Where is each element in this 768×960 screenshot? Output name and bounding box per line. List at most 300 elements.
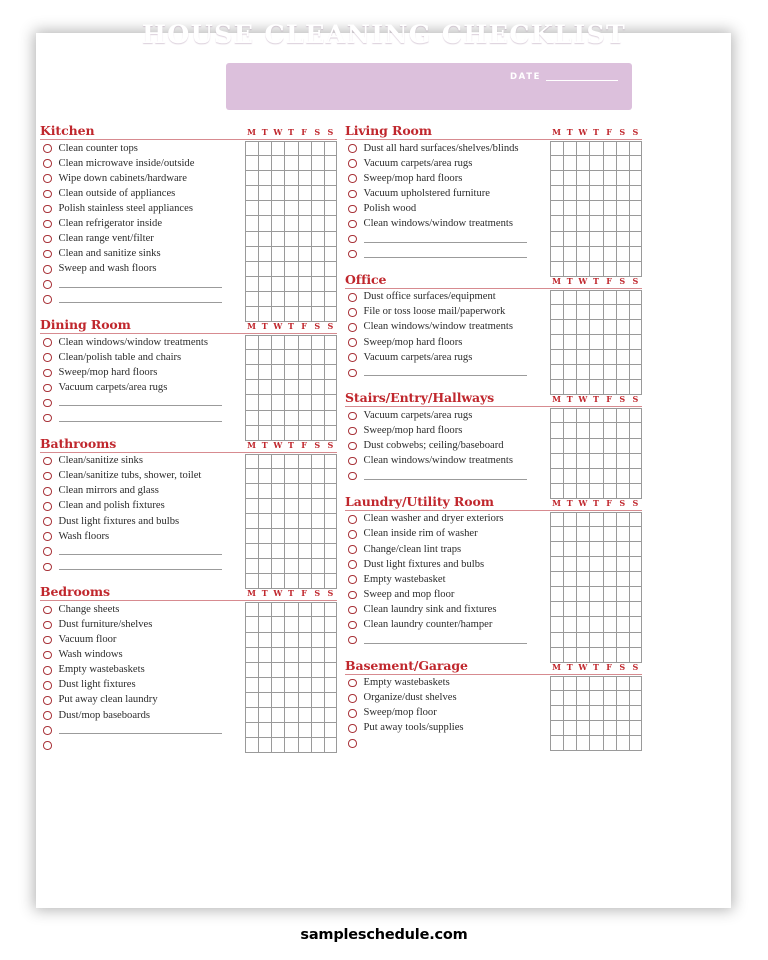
write-in-line[interactable]: [59, 569, 222, 570]
checkbox-circle-icon[interactable]: [43, 144, 52, 153]
section-living-room: [345, 124, 642, 262]
list-item[interactable]: [345, 305, 642, 320]
section-title: Stairs/Entry/Hallways: [345, 390, 495, 406]
list-item[interactable]: [40, 693, 337, 708]
day-label: W: [273, 321, 283, 332]
write-in-line[interactable]: [59, 421, 222, 422]
list-item[interactable]: [40, 350, 337, 365]
day-label: W: [578, 275, 588, 286]
list-item-label: Organize/dust shelves: [363, 692, 457, 704]
list-item-label: Sweep/mop hard floors: [363, 336, 463, 348]
day-label: W: [578, 497, 588, 508]
checkbox-circle-icon[interactable]: [348, 308, 357, 317]
list-item[interactable]: [345, 691, 642, 706]
section-title: Laundry/Utility Room: [345, 493, 494, 509]
list-item[interactable]: [345, 572, 642, 587]
day-label: T: [261, 439, 268, 450]
checkbox-circle-icon[interactable]: [43, 563, 52, 572]
checkbox-circle-icon[interactable]: [348, 606, 357, 615]
list-item-blank[interactable]: [345, 633, 642, 648]
day-label: S: [327, 127, 334, 137]
section-office: [345, 273, 642, 381]
checkbox-circle-icon[interactable]: [348, 159, 357, 168]
day-header: [550, 127, 642, 138]
list-item[interactable]: [345, 186, 642, 201]
list-item[interactable]: [345, 141, 642, 156]
day-label: F: [606, 275, 612, 286]
day-label: F: [301, 439, 307, 450]
checkbox-circle-icon[interactable]: [348, 323, 357, 332]
list-item[interactable]: [345, 587, 642, 602]
list-item[interactable]: [345, 320, 642, 335]
day-header: [245, 588, 337, 599]
list-item[interactable]: [40, 247, 337, 262]
list-item[interactable]: [345, 617, 642, 632]
list-item[interactable]: [345, 706, 642, 721]
list-item[interactable]: [40, 602, 337, 617]
checkbox-circle-icon[interactable]: [348, 457, 357, 466]
write-in-line[interactable]: [364, 479, 527, 480]
checkbox-circle-icon[interactable]: [348, 679, 357, 688]
section-header: [345, 124, 642, 140]
list-item-label: Clean/polish table and chairs: [58, 351, 182, 363]
section-title: Basement/Garage: [345, 657, 468, 673]
list-item-blank[interactable]: [345, 736, 642, 751]
list-item-label: Sweep/mop floor: [363, 707, 437, 719]
list-item[interactable]: [345, 439, 642, 454]
day-label: S: [619, 394, 626, 405]
section-bedrooms: [40, 585, 337, 753]
checkbox-circle-icon[interactable]: [348, 369, 357, 378]
section-laundry-utility-room: [345, 495, 642, 648]
section-items: [40, 335, 337, 426]
list-item[interactable]: [345, 408, 642, 423]
list-item-label: Wash windows: [58, 649, 123, 661]
day-label: T: [261, 588, 268, 599]
checkbox-circle-icon[interactable]: [348, 636, 357, 645]
list-item[interactable]: [345, 557, 642, 572]
day-label: W: [273, 439, 283, 450]
list-item[interactable]: [40, 648, 337, 663]
list-item-label: Sweep/mop hard floors: [58, 366, 158, 378]
list-item-label: Vacuum carpets/area rugs: [363, 409, 473, 421]
day-label: S: [632, 275, 639, 286]
checkbox-circle-icon[interactable]: [348, 621, 357, 630]
day-label: S: [632, 661, 639, 672]
list-item[interactable]: [40, 633, 337, 648]
day-header: [550, 498, 642, 509]
list-item[interactable]: [40, 380, 337, 395]
section-header: [40, 585, 337, 601]
list-item-label: Dust light fixtures and bulbs: [363, 558, 485, 570]
checkbox-circle-icon[interactable]: [348, 293, 357, 302]
list-item-label: Vacuum upholstered furniture: [363, 187, 490, 199]
section-header: [40, 437, 337, 453]
day-label: S: [619, 497, 626, 508]
day-label: T: [287, 321, 294, 332]
list-item[interactable]: [40, 216, 337, 231]
checkbox-circle-icon[interactable]: [348, 427, 357, 436]
list-item-label: Sweep/mop hard floors: [363, 424, 463, 436]
list-item-blank[interactable]: [40, 395, 337, 410]
list-item-label: Dust cobwebs; ceiling/baseboard: [363, 440, 504, 452]
checkbox-circle-icon[interactable]: [348, 144, 357, 153]
footer-site: sampleschedule.com: [300, 927, 468, 943]
checkbox-circle-icon[interactable]: [43, 190, 52, 199]
column-left: [40, 124, 337, 753]
list-item[interactable]: [345, 156, 642, 171]
section-title: Kitchen: [40, 123, 95, 138]
day-label: S: [327, 588, 334, 599]
list-item-label: Clean and sanitize sinks: [58, 248, 161, 260]
list-item[interactable]: [40, 335, 337, 350]
checkbox-circle-icon[interactable]: [43, 280, 52, 289]
day-label: M: [552, 497, 561, 508]
list-item-blank[interactable]: [40, 277, 337, 292]
list-item[interactable]: [345, 676, 642, 691]
list-item[interactable]: [40, 156, 337, 171]
checkbox-circle-icon[interactable]: [348, 575, 357, 584]
day-label: W: [578, 661, 588, 672]
day-label: M: [247, 321, 256, 332]
section-header: [345, 495, 642, 511]
write-in-line[interactable]: [364, 242, 527, 243]
checkbox-circle-icon[interactable]: [348, 560, 357, 569]
list-item[interactable]: [345, 512, 642, 527]
checkbox-circle-icon[interactable]: [348, 709, 357, 718]
day-label: T: [592, 127, 599, 137]
section-items: [345, 290, 642, 381]
checkbox-circle-icon[interactable]: [348, 591, 357, 600]
section-items: [40, 602, 337, 753]
list-item[interactable]: [40, 469, 337, 484]
checkbox-circle-icon[interactable]: [43, 651, 52, 660]
day-label: M: [247, 127, 256, 137]
list-item-label: Clean refrigerator inside: [58, 218, 163, 230]
list-item[interactable]: [40, 617, 337, 632]
date-label: DATE: [510, 72, 541, 82]
checkbox-circle-icon[interactable]: [348, 235, 357, 244]
section-items: [40, 141, 337, 307]
list-item-label: Change sheets: [58, 603, 120, 615]
list-item-label: Clean/sanitize sinks: [58, 455, 143, 467]
section-items: [345, 408, 642, 483]
checkbox-circle-icon[interactable]: [43, 666, 52, 675]
checkbox-circle-icon[interactable]: [43, 621, 52, 630]
checkbox-circle-icon[interactable]: [43, 399, 52, 408]
day-label: S: [327, 321, 334, 332]
checkbox-circle-icon[interactable]: [43, 159, 52, 168]
day-label: F: [301, 127, 307, 137]
day-label: M: [552, 127, 561, 137]
list-item[interactable]: [40, 171, 337, 186]
checkbox-circle-icon[interactable]: [348, 220, 357, 229]
checkbox-circle-icon[interactable]: [348, 515, 357, 524]
checkbox-circle-icon[interactable]: [348, 174, 357, 183]
checkbox-circle-icon[interactable]: [348, 694, 357, 703]
checkbox-circle-icon[interactable]: [43, 681, 52, 690]
section-stairs-entry-hallways: [345, 391, 642, 483]
day-label: S: [632, 127, 639, 137]
list-item-label: Dust office surfaces/equipment: [363, 291, 496, 303]
day-label: T: [566, 275, 573, 286]
list-item-label: Sweep and wash floors: [58, 263, 157, 275]
day-label: W: [578, 394, 588, 405]
day-header: [245, 127, 337, 138]
checkbox-circle-icon[interactable]: [43, 517, 52, 526]
list-item-label: Clean laundry sink and fixtures: [363, 603, 497, 615]
list-item[interactable]: [345, 335, 642, 350]
day-header: [550, 394, 642, 405]
section-header: [345, 273, 642, 289]
list-item[interactable]: [40, 232, 337, 247]
write-in-line[interactable]: [364, 257, 527, 258]
list-item[interactable]: [345, 171, 642, 186]
checkbox-circle-icon[interactable]: [43, 472, 52, 481]
day-label: T: [261, 321, 268, 332]
list-item[interactable]: [345, 350, 642, 365]
list-item-label: Clean laundry counter/hamper: [363, 618, 493, 630]
list-item-label: Vacuum floor: [58, 634, 117, 646]
checkbox-circle-icon[interactable]: [43, 353, 52, 362]
day-header: [550, 276, 642, 287]
list-item-label: Wipe down cabinets/hardware: [58, 172, 187, 184]
list-item[interactable]: [40, 514, 337, 529]
section-items: [345, 141, 642, 262]
day-label: F: [606, 127, 612, 137]
list-item-blank[interactable]: [345, 365, 642, 380]
day-label: T: [592, 275, 599, 286]
day-label: W: [578, 127, 588, 137]
checkbox-circle-icon[interactable]: [348, 353, 357, 362]
day-label: T: [287, 588, 294, 599]
day-label: S: [619, 275, 626, 286]
list-item[interactable]: [40, 484, 337, 499]
list-item[interactable]: [40, 678, 337, 693]
write-in-line[interactable]: [59, 287, 222, 288]
list-item-label: Clean windows/window treatments: [363, 218, 513, 230]
checkbox-circle-icon[interactable]: [43, 726, 52, 735]
day-label: S: [619, 127, 626, 137]
day-label: T: [287, 439, 294, 450]
checkbox-circle-icon[interactable]: [43, 295, 52, 304]
checkbox-circle-icon[interactable]: [348, 250, 357, 259]
list-item[interactable]: [40, 262, 337, 277]
day-label: M: [552, 661, 561, 672]
list-item-label: Change/clean lint traps: [363, 543, 462, 555]
page-title: HOUSE CLEANING CHECKLIST: [141, 20, 627, 50]
checkbox-circle-icon[interactable]: [348, 338, 357, 347]
day-header: [550, 662, 642, 673]
checkbox-circle-icon[interactable]: [43, 696, 52, 705]
day-label: F: [606, 394, 612, 405]
checkbox-circle-icon[interactable]: [348, 412, 357, 421]
list-item-label: Clean windows/window treatments: [58, 336, 208, 348]
day-label: M: [552, 275, 561, 286]
checkbox-circle-icon[interactable]: [348, 724, 357, 733]
list-item-label: Empty wastebaskets: [58, 664, 145, 676]
checkbox-circle-icon[interactable]: [348, 545, 357, 554]
day-label: M: [247, 588, 256, 599]
checkbox-circle-icon[interactable]: [43, 369, 52, 378]
list-item-label: Dust/mop baseboards: [58, 709, 151, 721]
checkbox-circle-icon[interactable]: [43, 414, 52, 423]
list-item-blank[interactable]: [40, 411, 337, 426]
list-item-label: Vacuum carpets/area rugs: [363, 351, 473, 363]
section-title: Bedrooms: [40, 584, 110, 600]
list-item[interactable]: [40, 708, 337, 723]
list-item-label: Clean outside of appliances: [58, 187, 176, 199]
list-item-blank[interactable]: [40, 544, 337, 559]
section-items: [345, 512, 642, 648]
day-label: T: [566, 394, 573, 405]
checkbox-circle-icon[interactable]: [348, 530, 357, 539]
checkbox-circle-icon[interactable]: [348, 739, 357, 748]
section-basement-garage: [345, 659, 642, 751]
list-item[interactable]: [345, 454, 642, 469]
section-dining-room: [40, 318, 337, 426]
checkbox-circle-icon[interactable]: [43, 265, 52, 274]
day-label: F: [301, 588, 307, 599]
day-label: S: [314, 127, 321, 137]
checkbox-circle-icon[interactable]: [43, 205, 52, 214]
list-item[interactable]: [345, 721, 642, 736]
list-item[interactable]: [40, 454, 337, 469]
day-label: T: [261, 127, 268, 137]
day-label: T: [566, 497, 573, 508]
section-items: [345, 676, 642, 751]
checkbox-circle-icon[interactable]: [43, 235, 52, 244]
checkbox-circle-icon[interactable]: [43, 502, 52, 511]
write-in-line[interactable]: [59, 554, 222, 555]
list-item[interactable]: [40, 365, 337, 380]
list-item-label: Sweep and mop floor: [363, 588, 455, 600]
list-item[interactable]: [345, 201, 642, 216]
list-item-label: Put away clean laundry: [58, 694, 158, 706]
list-item-label: Put away tools/supplies: [363, 722, 464, 734]
day-label: S: [632, 394, 639, 405]
list-item-blank[interactable]: [40, 723, 337, 738]
list-item[interactable]: [345, 290, 642, 305]
list-item[interactable]: [345, 216, 642, 231]
day-label: S: [314, 588, 321, 599]
list-item-label: Dust light fixtures: [58, 679, 136, 691]
checkbox-circle-icon[interactable]: [43, 606, 52, 615]
list-item-label: Polish stainless steel appliances: [58, 202, 193, 214]
section-title: Dining Room: [40, 317, 131, 333]
list-item[interactable]: [40, 186, 337, 201]
section-title: Office: [345, 271, 387, 287]
list-item-blank[interactable]: [345, 247, 642, 262]
list-item[interactable]: [345, 602, 642, 617]
day-label: F: [301, 321, 307, 332]
day-label: F: [606, 661, 612, 672]
list-item-label: Clean mirrors and glass: [58, 485, 159, 497]
list-item[interactable]: [345, 542, 642, 557]
list-item[interactable]: [40, 529, 337, 544]
list-item-blank[interactable]: [40, 559, 337, 574]
checkbox-circle-icon[interactable]: [43, 636, 52, 645]
list-item-label: Polish wood: [363, 202, 417, 214]
list-item-blank[interactable]: [345, 469, 642, 484]
list-item[interactable]: [40, 499, 337, 514]
list-item[interactable]: [40, 141, 337, 156]
section-header: [345, 391, 642, 407]
checkbox-circle-icon[interactable]: [43, 338, 52, 347]
checkbox-circle-icon[interactable]: [43, 457, 52, 466]
section-title: Living Room: [345, 123, 432, 138]
day-label: S: [314, 439, 321, 450]
checkbox-circle-icon[interactable]: [43, 250, 52, 259]
list-item-label: File or toss loose mail/paperwork: [363, 306, 506, 318]
checkbox-circle-icon[interactable]: [43, 220, 52, 229]
list-item-label: Dust all hard surfaces/shelves/blinds: [363, 142, 519, 154]
checkbox-circle-icon[interactable]: [43, 384, 52, 393]
list-item-blank[interactable]: [40, 738, 337, 753]
checkbox-circle-icon[interactable]: [43, 487, 52, 496]
list-item-label: Empty wastebaskets: [363, 677, 450, 689]
list-item-blank[interactable]: [40, 292, 337, 307]
list-item-label: Sweep/mop hard floors: [363, 172, 463, 184]
section-bathrooms: [40, 437, 337, 575]
date-input-line[interactable]: [546, 80, 618, 81]
section-items: [40, 454, 337, 575]
day-label: T: [592, 497, 599, 508]
list-item[interactable]: [345, 527, 642, 542]
day-header: [245, 321, 337, 332]
day-label: T: [566, 661, 573, 672]
column-right: [345, 124, 642, 751]
day-label: M: [552, 394, 561, 405]
write-in-line[interactable]: [364, 375, 527, 376]
checkbox-circle-icon[interactable]: [348, 190, 357, 199]
write-in-line[interactable]: [59, 405, 222, 406]
write-in-line[interactable]: [364, 643, 527, 644]
list-item-label: Vacuum carpets/area rugs: [58, 381, 168, 393]
day-label: S: [632, 497, 639, 508]
checkbox-circle-icon[interactable]: [43, 547, 52, 556]
day-label: S: [314, 321, 321, 332]
date-field[interactable]: [510, 72, 618, 82]
checkbox-circle-icon[interactable]: [348, 205, 357, 214]
checkbox-circle-icon[interactable]: [43, 711, 52, 720]
list-item[interactable]: [40, 663, 337, 678]
section-header: [40, 318, 337, 334]
section-header: [40, 124, 337, 140]
list-item-blank[interactable]: [345, 232, 642, 247]
checkbox-circle-icon[interactable]: [43, 174, 52, 183]
day-label: W: [273, 127, 283, 137]
list-item-label: Dust furniture/shelves: [58, 618, 153, 630]
list-item[interactable]: [345, 423, 642, 438]
list-item-label: Clean and polish fixtures: [58, 500, 165, 512]
day-label: T: [592, 394, 599, 405]
day-label: S: [327, 439, 334, 450]
list-item-label: Clean windows/window treatments: [363, 455, 513, 467]
day-label: W: [273, 588, 283, 599]
write-in-line[interactable]: [59, 733, 222, 734]
day-label: F: [606, 497, 612, 508]
day-label: S: [619, 661, 626, 672]
list-item-label: Wash floors: [58, 530, 110, 542]
checkbox-circle-icon[interactable]: [348, 472, 357, 481]
list-item-label: Clean range vent/filter: [58, 233, 154, 245]
checkbox-circle-icon[interactable]: [43, 532, 52, 541]
write-in-line[interactable]: [59, 302, 222, 303]
checkbox-circle-icon[interactable]: [43, 741, 52, 750]
checkbox-circle-icon[interactable]: [348, 442, 357, 451]
list-item[interactable]: [40, 201, 337, 216]
